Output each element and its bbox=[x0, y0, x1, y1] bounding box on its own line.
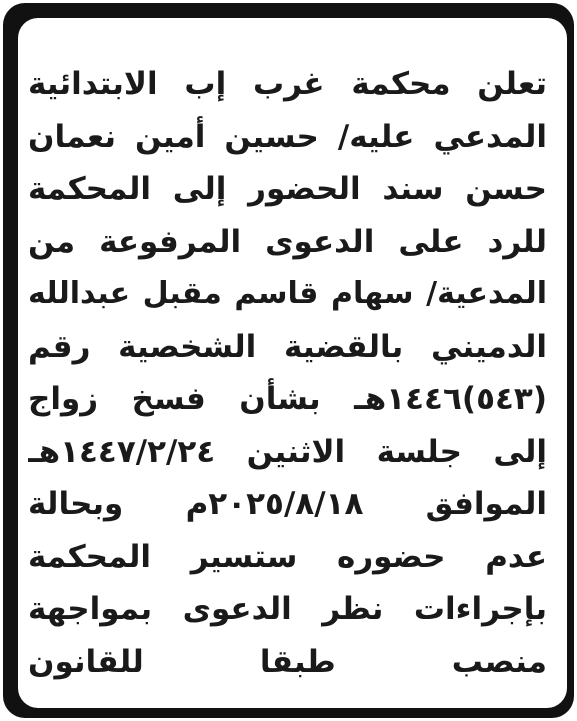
notice-line: (٥٤٣)١٤٤٦هـ بشأن فسخ زواج bbox=[28, 381, 547, 417]
notice-line: المدعي عليه/ حسين أمين نعمان bbox=[28, 118, 547, 155]
notice-line: عدم حضوره ستسير المحكمة bbox=[28, 538, 547, 575]
notice-line-last: منصب طبقا للقانون bbox=[28, 643, 547, 680]
notice-line: إلى جلسة الاثنين ١٤٤٧/٢/٢٤هـ bbox=[28, 433, 547, 470]
notice-line: الموافق ٢٠٢٥/٨/١٨م وبحالة bbox=[28, 486, 547, 522]
notice-border bbox=[3, 3, 574, 718]
notice-line: المدعية/ سهام قاسم مقبل عبدالله bbox=[28, 276, 547, 311]
notice-line: للرد على الدعوى المرفوعة من bbox=[28, 223, 547, 260]
notice-line: الدميني بالقضية الشخصية رقم bbox=[28, 328, 547, 365]
notice-line: حسن سند الحضور إلى المحكمة bbox=[28, 171, 547, 207]
notice-line: تعلن محكمة غرب إب الابتدائية bbox=[28, 66, 547, 102]
notice-line: بإجراءات نظر الدعوى بمواجهة bbox=[28, 591, 547, 627]
notice-card bbox=[18, 18, 567, 708]
notice-text bbox=[28, 58, 547, 688]
